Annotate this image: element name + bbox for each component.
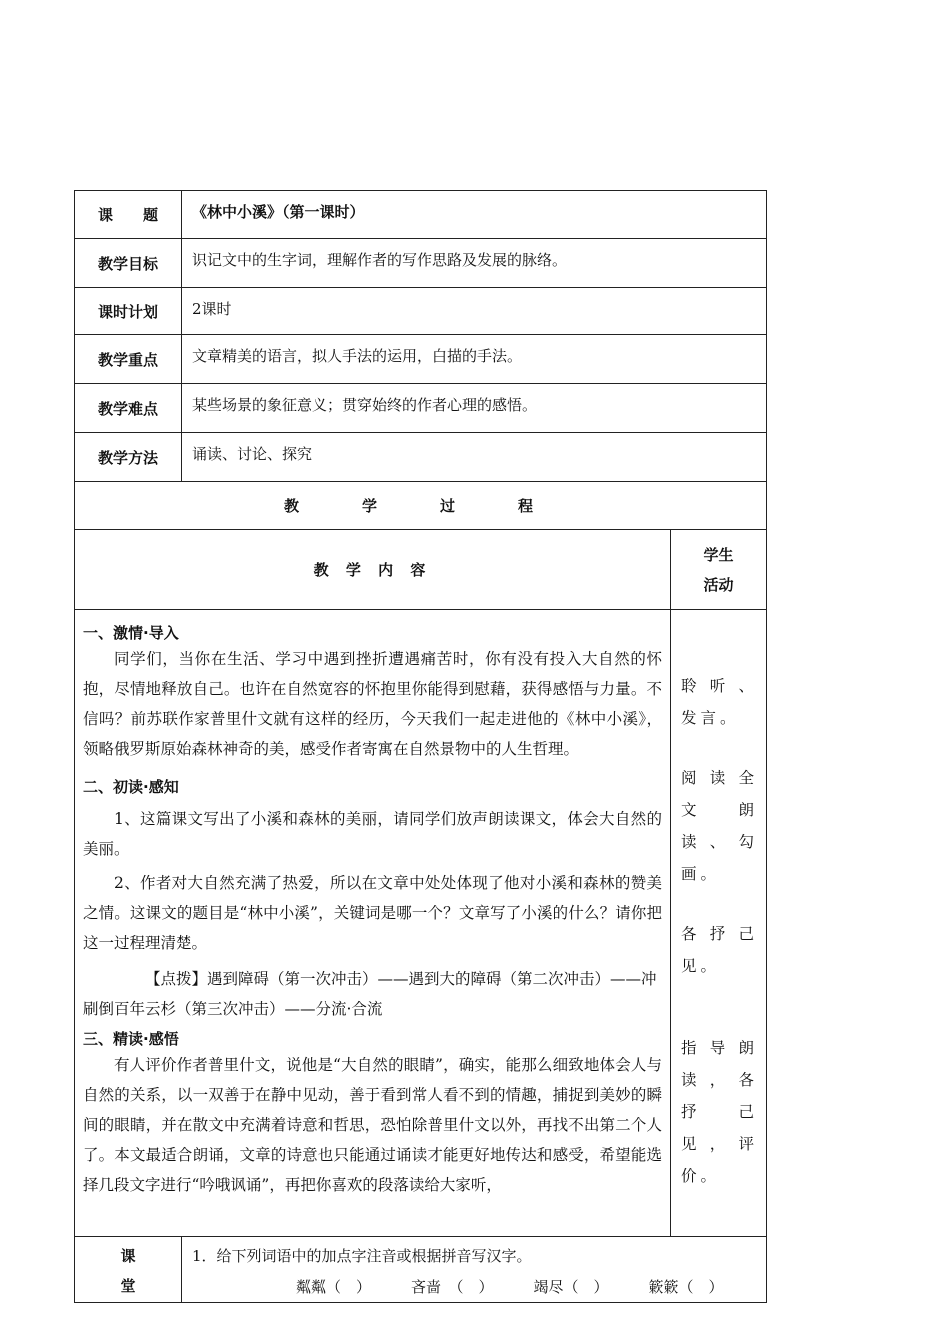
section-2-paragraph-2: 2、作者对大自然充满了热爱，所以在文章中处处体现了他对小溪和森林的赞美之情。这课文的题目是“林中小溪”，关键词是哪一个？文章写了小溪的什么？请你把这一过程理清楚。 xyxy=(83,874,662,952)
section-3-title: 三、精读·感悟 xyxy=(83,1030,179,1048)
lesson-plan-sheet xyxy=(74,190,766,1303)
row-goal xyxy=(75,239,767,288)
row-process-title xyxy=(75,482,767,530)
exercise-word: 簌簌（ ） xyxy=(648,1278,724,1296)
row-plan xyxy=(75,288,767,335)
row-key xyxy=(75,335,767,384)
exercise-word: 粼粼（ ） xyxy=(296,1278,372,1296)
side-label-char-1: 课 xyxy=(120,1247,136,1265)
section-2-title: 二、初读·感知 xyxy=(83,778,179,796)
exercise-question-1: 1．给下列词语中的加点字注音或根据拼音写汉字。 xyxy=(192,1247,532,1265)
activity-4: 指导朗读，各抒己见，评价。 xyxy=(681,1039,759,1185)
activity-2: 阅读全文朗读、勾画。 xyxy=(681,769,759,883)
row-topic xyxy=(75,191,767,239)
lesson-plan-table xyxy=(74,190,767,1303)
row-main-content xyxy=(75,610,767,1237)
student-activities xyxy=(671,610,767,1237)
exercise-side-label xyxy=(75,1237,182,1303)
key-label: 教学重点 xyxy=(75,335,182,384)
plan-value: 2课时 xyxy=(182,288,767,335)
exercise-word: 竭尽（ ） xyxy=(533,1278,609,1296)
section-2-hint: 【点拨】遇到障碍（第一次冲击）——遇到大的障碍（第二次冲击）——冲刷倒百年云杉（第三次冲击）——分流·合流 xyxy=(83,970,657,1018)
difficulty-label: 教学难点 xyxy=(75,384,182,433)
difficulty-value: 某些场景的象征意义；贯穿始终的作者心理的感悟。 xyxy=(182,384,767,433)
row-difficulty xyxy=(75,384,767,433)
method-label: 教学方法 xyxy=(75,433,182,482)
side-label-char-2: 堂 xyxy=(120,1277,136,1295)
section-1-title: 一、激情·导入 xyxy=(83,624,179,642)
activity-header-line-2: 活动 xyxy=(703,575,734,594)
process-title: 教 学 过 程 xyxy=(75,482,767,530)
activity-3: 各抒己见。 xyxy=(681,925,759,975)
activity-header xyxy=(671,530,767,610)
exercise-word-list xyxy=(192,1276,756,1297)
goal-value: 识记文中的生字词，理解作者的写作思路及发展的脉络。 xyxy=(182,239,767,288)
activity-1: 聆听、发言。 xyxy=(681,677,759,727)
key-value: 文章精美的语言，拟人手法的运用，白描的手法。 xyxy=(182,335,767,384)
row-exercise xyxy=(75,1237,767,1303)
method-value: 诵读、讨论、探究 xyxy=(182,433,767,482)
goal-label: 教学目标 xyxy=(75,239,182,288)
exercise-word: 吝啬 （ ） xyxy=(411,1278,494,1296)
row-method xyxy=(75,433,767,482)
section-2-paragraph-1: 1、这篇课文写出了小溪和森林的美丽，请同学们放声朗读课文，体会大自然的美丽。 xyxy=(83,810,662,858)
content-header: 教 学 内 容 xyxy=(75,530,671,610)
exercise-content xyxy=(182,1237,767,1303)
plan-label: 课时计划 xyxy=(75,288,182,335)
row-column-headers xyxy=(75,530,767,610)
activity-header-line-1: 学生 xyxy=(703,545,734,564)
section-3-paragraph: 有人评价作者普里什文，说他是“大自然的眼睛”，确实，能那么细致地体会人与自然的关系，以一双善于在静中见动，善于看到常人看不到的情趣，捕捉到美妙的瞬间的眼睛，并在散文中充满着诗意和哲思，恐怕除普里什文以外，再找不出第二个人了。本文最适合朗诵，文章的诗意也只能通过诵读才能更好地传达和感受，希望能选择几段文字进行“吟哦讽诵”，再把你喜欢的段落读给大家听， xyxy=(83,1056,662,1194)
section-1-paragraph: 同学们，当你在生活、学习中遇到挫折遭遇痛苦时，你有没有投入大自然的怀抱，尽情地释放自己。也许在自然宽容的怀抱里你能得到慰藉，获得感悟与力量。不信吗？前苏联作家普里什文就有这样的经历，今天我们一起走进他的《林中小溪》，领略俄罗斯原始森林神奇的美，感受作者寄寓在自然景物中的人生哲理。 xyxy=(83,650,662,758)
teaching-content xyxy=(75,610,671,1237)
topic-value: 《林中小溪》（第一课时） xyxy=(182,191,767,239)
topic-label: 课 题 xyxy=(75,191,182,239)
